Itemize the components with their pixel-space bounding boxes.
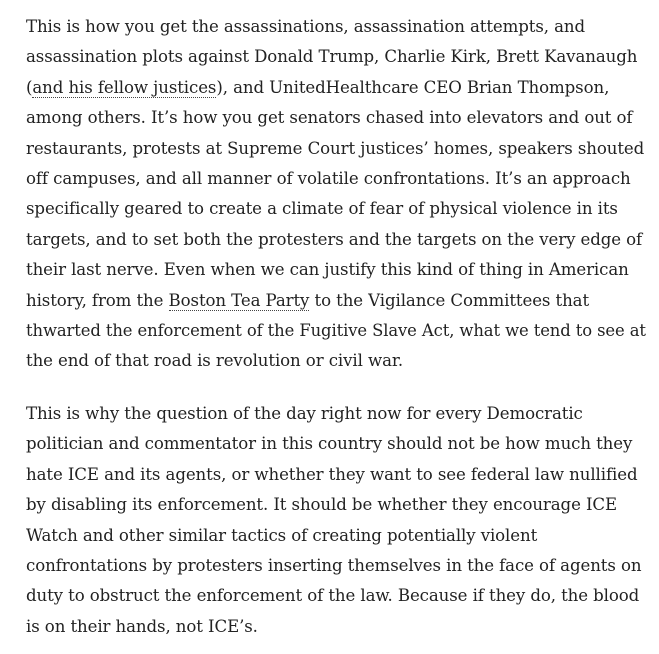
text-line [26,255,646,285]
text-segment: their last nerve. Even when we can justify this kind of thing in American [26,260,629,280]
text-segment: confrontations by protesters inserting themselves in the face of agents on [26,555,642,575]
text-line [26,429,646,459]
text-segment: politician and commentator in this country should not be how much they [26,434,633,454]
text-segment: This is how you get the assassinations, assassination attempts, and [26,17,586,36]
text-segment: to the Vigilance Committees that [309,290,590,310]
text-line [26,521,646,551]
text-line [26,42,646,72]
text-segment: by disabling its enforcement. It should be whether they encourage ICE [26,495,618,515]
text-segment: thwarted the enforcement of the Fugitive Slave Act, what we tend to see at [26,321,646,341]
text-line [26,490,646,520]
text-line [26,103,646,133]
text-segment: history, from the [26,290,169,310]
text-line [26,460,646,490]
text-segment: ( [26,77,33,97]
text-segment: is on their hands, not ICE’s. [26,616,258,636]
text-line [26,551,646,581]
text-line [26,286,646,316]
text-segment: among others. It’s how you get senators chased into elevators and out of [26,108,633,128]
text-line [26,134,646,164]
text-segment: the end of that road is revolution or civil war. [26,351,404,371]
text-line [26,194,646,224]
text-line [26,225,646,255]
text-segment: This is why the question of the day right now for every Democratic [26,403,583,423]
text-segment: restaurants, protests at Supreme Court justices’ homes, speakers shouted [26,138,645,158]
text-line [26,316,646,346]
text-segment: specifically geared to create a climate of fear of physical violence in its [26,199,618,219]
article-paragraph [26,399,646,642]
text-line [26,612,646,642]
text-segment: off campuses, and all manner of volatile confrontations. It’s an approach [26,169,631,189]
text-line [26,12,646,42]
text-segment: assassination plots against Donald Trump, Charlie Kirk, Brett Kavanaugh [26,47,638,67]
text-segment: ), and UnitedHealthcare CEO Brian Thompson, [216,77,610,97]
link-boston-tea-party[interactable]: Boston Tea Party [168,290,310,310]
text-segment: hate ICE and its agents, or whether they want to see federal law nullified [26,464,638,484]
text-segment: Watch and other similar tactics of creating potentially violent [26,525,538,545]
text-line [26,581,646,611]
text-segment: targets, and to set both the protesters and the targets on the very edge of [26,229,643,249]
article-body [26,12,646,642]
link-and-his-fellow-justices[interactable]: and his fellow justices [32,77,217,97]
article-paragraph [26,12,646,377]
text-line [26,73,646,103]
text-line [26,346,646,376]
text-segment: duty to obstruct the enforcement of the law. Because if they do, the blood [26,586,640,606]
text-line [26,164,646,194]
text-line [26,399,646,429]
